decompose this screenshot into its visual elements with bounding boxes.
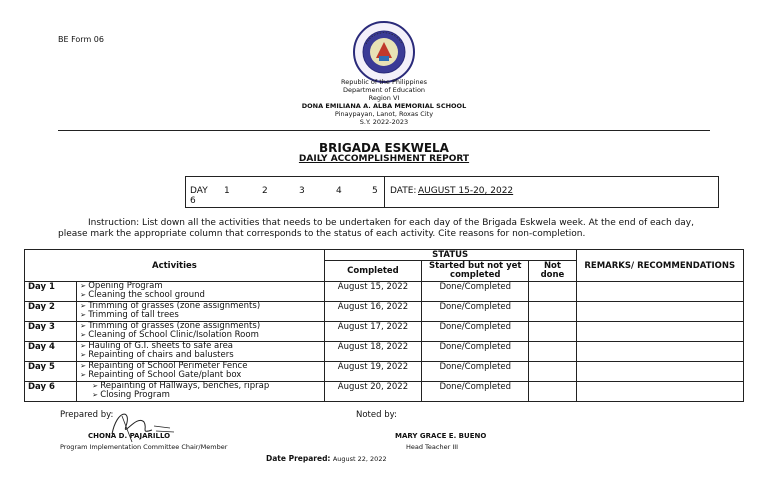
col-completed: Completed bbox=[324, 261, 421, 282]
started-status: Done/Completed bbox=[422, 342, 529, 362]
day-number: 2 bbox=[262, 186, 268, 196]
activity-item: ➢ Cleaning the school ground bbox=[80, 291, 321, 300]
started-status: Done/Completed bbox=[422, 322, 529, 342]
activity-item: ➢ Hauling of G.I. sheets to safe area bbox=[80, 342, 321, 351]
not-done-cell bbox=[529, 342, 576, 362]
activity-item: ➢ Repainting of Hallways, benches, riprap bbox=[80, 382, 321, 391]
activity-item: ➢ Repainting of School Gate/plant box bbox=[80, 371, 321, 380]
not-done-cell bbox=[529, 302, 576, 322]
department-line: Department of Education bbox=[342, 86, 426, 94]
row-day: Day 1 bbox=[25, 282, 77, 302]
row-day: Day 4 bbox=[25, 342, 77, 362]
activity-item: ➢ Cleaning of School Clinic/Isolation Room bbox=[80, 331, 321, 340]
started-status: Done/Completed bbox=[422, 302, 529, 322]
day-number: 5 bbox=[372, 186, 378, 196]
date-value: AUGUST 15-20, 2022 bbox=[418, 186, 514, 196]
table-row bbox=[25, 382, 744, 402]
activity-item: ➢ Repainting of chairs and balusters bbox=[80, 351, 321, 360]
row-day: Day 2 bbox=[25, 302, 77, 322]
remarks-cell bbox=[576, 282, 743, 302]
day-number: 1 bbox=[224, 186, 230, 196]
form-code: BE Form 06 bbox=[58, 35, 104, 44]
date-prepared-value: August 22, 2022 bbox=[332, 455, 387, 463]
activity-item: ➢ Repainting of School Perimeter Fence bbox=[80, 362, 321, 371]
preparer-name: CHONA D. PAJARILLO bbox=[88, 432, 171, 440]
header-divider bbox=[58, 130, 710, 131]
deped-seal bbox=[352, 20, 416, 84]
remarks-cell bbox=[576, 342, 743, 362]
remarks-cell bbox=[576, 382, 743, 402]
school-address: Pinaypayan, Lanot, Roxas City bbox=[334, 110, 434, 118]
day-number: 6 bbox=[190, 196, 196, 206]
preparer-role: Program Implementation Committee Chair/Member bbox=[60, 443, 228, 451]
date-prepared-label: Date Prepared: bbox=[266, 454, 331, 463]
activity-item: ➢ Trimming of grasses (zone assignments) bbox=[80, 322, 321, 331]
noted-by-label: Noted by: bbox=[356, 410, 397, 420]
remarks-cell bbox=[576, 322, 743, 342]
region-line: Region VI bbox=[368, 94, 400, 102]
report-title: BRIGADA ESKWELA bbox=[319, 141, 449, 155]
completed-date: August 19, 2022 bbox=[324, 362, 421, 382]
started-status: Done/Completed bbox=[422, 382, 529, 402]
not-done-cell bbox=[529, 282, 576, 302]
completed-date: August 18, 2022 bbox=[324, 342, 421, 362]
not-done-cell bbox=[529, 322, 576, 342]
day-number: 4 bbox=[336, 186, 342, 196]
school-name: DONA EMILIANA A. ALBA MEMORIAL SCHOOL bbox=[301, 102, 467, 110]
started-status: Done/Completed bbox=[422, 282, 529, 302]
col-started: Started but not yet completed bbox=[422, 261, 529, 282]
col-remarks: REMARKS/ RECOMMENDATIONS bbox=[576, 250, 743, 282]
republic-line: Republic of the Philippines bbox=[341, 78, 427, 86]
school-year: S.Y. 2022-2023 bbox=[359, 118, 409, 126]
completed-date: August 16, 2022 bbox=[324, 302, 421, 322]
row-day: Day 3 bbox=[25, 322, 77, 342]
row-day: Day 6 bbox=[25, 382, 77, 402]
activity-item: ➢ Closing Program bbox=[80, 391, 321, 400]
prepared-by-label: Prepared by: bbox=[60, 410, 114, 420]
noter-name: MARY GRACE E. BUENO bbox=[395, 432, 487, 440]
activity-item: ➢ Trimming of grasses (zone assignments) bbox=[80, 302, 321, 311]
col-not-done: Not done bbox=[529, 261, 576, 282]
noter-role: Head Teacher III bbox=[406, 443, 459, 451]
instruction-body: Instruction: List down all the activities that needs to be undertaken for each day of the Brigada Eskwela week. At the end of each day, please mark the appropriate column that corresponds to the status of each activity. Cite reasons for non-completion. bbox=[58, 218, 694, 239]
remarks-cell bbox=[576, 302, 743, 322]
day-box-divider bbox=[384, 177, 385, 207]
col-activities: Activities bbox=[25, 250, 325, 282]
table-row bbox=[25, 342, 744, 362]
table-row bbox=[25, 362, 744, 382]
col-status: STATUS bbox=[324, 250, 576, 261]
accomplishment-table bbox=[24, 249, 744, 402]
not-done-cell bbox=[529, 362, 576, 382]
completed-date: August 17, 2022 bbox=[324, 322, 421, 342]
table-row bbox=[25, 322, 744, 342]
completed-date: August 15, 2022 bbox=[324, 282, 421, 302]
row-day: Day 5 bbox=[25, 362, 77, 382]
started-status: Done/Completed bbox=[422, 362, 529, 382]
day-number: 3 bbox=[299, 186, 305, 196]
day-label: DAY bbox=[190, 186, 208, 196]
report-subtitle: DAILY ACCOMPLISHMENT REPORT bbox=[298, 154, 470, 164]
table-row bbox=[25, 282, 744, 302]
not-done-cell bbox=[529, 382, 576, 402]
remarks-cell bbox=[576, 362, 743, 382]
activity-item: ➢ Trimming of tall trees bbox=[80, 311, 321, 320]
day-box bbox=[185, 176, 719, 208]
completed-date: August 20, 2022 bbox=[324, 382, 421, 402]
table-row bbox=[25, 302, 744, 322]
activity-item: ➢ Opening Program bbox=[80, 282, 321, 291]
date-label: DATE: bbox=[390, 186, 417, 196]
instruction-text bbox=[58, 218, 716, 240]
date-prepared bbox=[266, 454, 387, 463]
